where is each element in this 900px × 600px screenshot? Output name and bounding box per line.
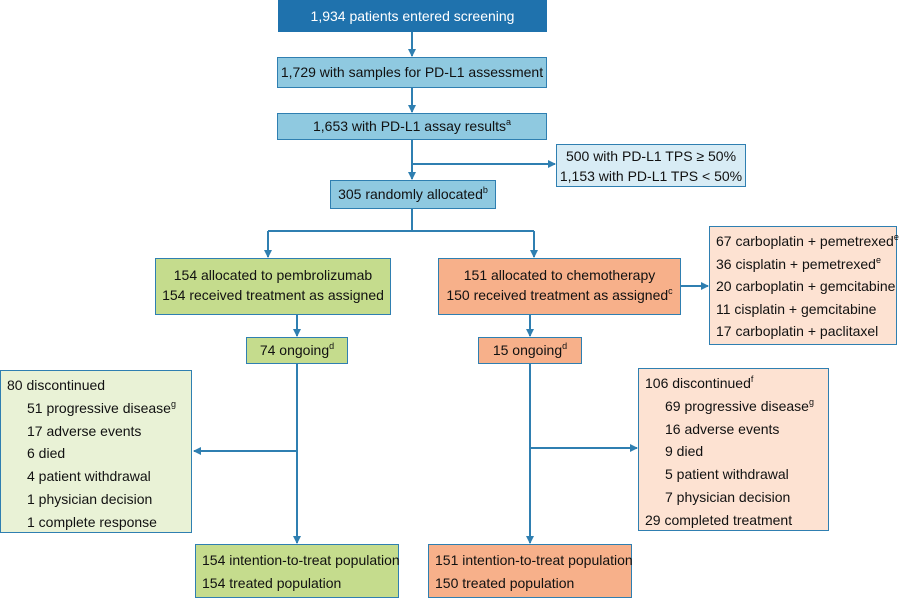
excluded-high: 500 with PD-L1 TPS ≥ 50% [565, 148, 737, 164]
footnote-d: d [562, 341, 568, 351]
pembro-received: 154 received treatment as assigned [162, 287, 384, 303]
discontinued-reason: 5 patient withdrawal [665, 466, 789, 483]
randomized-box [330, 180, 496, 209]
randomized-text: 305 randomly allocated [338, 186, 483, 202]
screening-box [278, 0, 547, 32]
chemo-regimens-box [709, 226, 897, 345]
excluded-low: 1,153 with PD-L1 TPS < 50% [559, 168, 743, 184]
pembro-population-box [195, 544, 399, 598]
samples-text: 1,729 with samples for PD-L1 assessment [280, 64, 544, 80]
discontinued-reason: 51 progressive disease$^g$ [27, 398, 176, 416]
chemo-population-box [428, 544, 632, 598]
footnote-c: c [668, 286, 673, 296]
pembro-ongoing-text: 74 ongoing [259, 342, 330, 358]
chemo-received: 150 received treatment as assigned$^c$ [446, 286, 673, 303]
pembro-discontinued-box [0, 370, 192, 533]
chemo-discontinued-header: 106 discontinued$^f$ [645, 374, 754, 391]
chemo-ongoing-box [478, 337, 582, 364]
pembro-discontinued-header: 80 discontinued [7, 377, 106, 393]
discontinued-reason: 7 physician decision [665, 488, 791, 505]
pembro-itt-population: 154 intention-to-treat population [202, 552, 400, 568]
discontinued-reason: 9 died [665, 443, 704, 460]
chemo-allocated: 151 allocated to chemotherapy [463, 267, 656, 283]
pembro-ongoing-box [246, 337, 348, 364]
discontinued-reason: 16 adverse events [665, 420, 780, 437]
footnote-f: f [750, 374, 754, 384]
chemo-itt-population: 151 intention-to-treat population [435, 552, 633, 568]
screening-text: 1,934 patients entered screening [310, 8, 515, 24]
discontinued-reason: 4 patient withdrawal [27, 468, 151, 485]
discontinued-reason: 1 complete response [27, 513, 157, 530]
regimen-item: 20 carboplatin + gemcitabine [716, 278, 896, 294]
chemo-allocation-box [438, 258, 681, 315]
pembro-treated-population: 154 treated population [202, 574, 342, 591]
chemo-ongoing-text: 15 ongoing [492, 342, 563, 358]
discontinued-reason: 69 progressive disease$^g$ [665, 396, 814, 414]
chemo-treated-population: 150 treated population [435, 574, 575, 591]
excluded-box [556, 144, 746, 187]
footnote-d: d [329, 341, 335, 351]
chemo-completed-treatment: 29 completed treatment [645, 511, 793, 528]
chemo-discontinued-box [638, 368, 829, 531]
assay-box [277, 113, 547, 140]
pembro-allocation-box [155, 258, 391, 315]
regimen-item: 11 cisplatin + gemcitabine [716, 300, 877, 317]
assay-text: 1,653 with PD-L1 assay results [313, 118, 506, 134]
discontinued-reason: 17 adverse events [27, 422, 142, 439]
discontinued-reason: 6 died [27, 445, 66, 462]
pembro-allocated: 154 allocated to pembrolizumab [173, 267, 373, 283]
regimen-item: 67 carboplatin + pemetrexed$^e$ [716, 232, 899, 249]
footnote-a: a [505, 117, 511, 127]
samples-box [277, 57, 547, 88]
regimen-item: 36 cisplatin + pemetrexed$^e$ [716, 254, 881, 272]
regimen-item: 17 carboplatin + paclitaxel [716, 323, 879, 339]
footnote-b: b [482, 185, 488, 195]
discontinued-reason: 1 physician decision [27, 490, 153, 507]
